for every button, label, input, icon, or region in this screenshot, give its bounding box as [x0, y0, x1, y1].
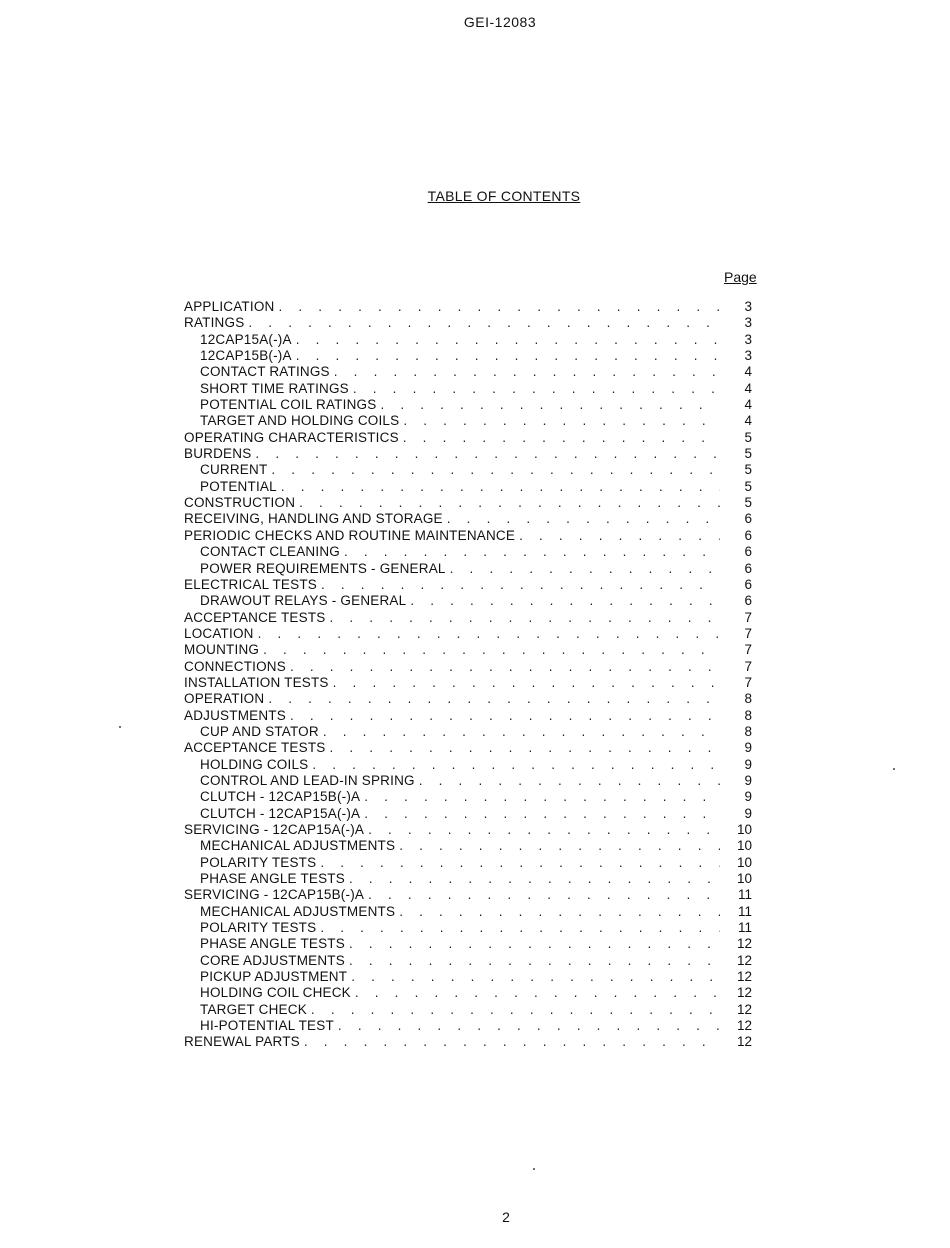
toc-entry-page: 7 [744, 609, 752, 625]
dot-leader [443, 511, 720, 527]
dot-leader [345, 936, 720, 952]
toc-entry-page: 7 [744, 674, 752, 690]
dot-leader [254, 626, 720, 642]
toc-entry-page: 11 [737, 887, 752, 903]
toc-entry-page: 7 [744, 658, 752, 674]
toc-entry [184, 561, 752, 577]
toc-entry-label: CORE ADJUSTMENTS [200, 952, 345, 968]
toc-entry [184, 315, 752, 331]
dot-leader [292, 348, 720, 364]
dot-leader [244, 315, 720, 331]
toc-entry-label: ELECTRICAL TESTS [184, 576, 317, 592]
toc-entry-page: 10 [736, 822, 752, 837]
scan-speck [119, 726, 121, 728]
toc-entry [184, 348, 752, 364]
dot-leader [295, 495, 720, 511]
toc-entry-page: 12 [736, 1001, 752, 1017]
toc-entry-label: LOCATION [184, 625, 254, 641]
toc-entry-label: CLUTCH - 12CAP15A(-)A [200, 805, 361, 821]
toc-entry [184, 855, 752, 871]
toc-entry [184, 659, 752, 675]
dot-leader [345, 871, 720, 887]
toc-entry [184, 904, 752, 920]
toc-entry [184, 593, 752, 609]
toc-entry-label: RECEIVING, HANDLING AND STORAGE [184, 511, 443, 527]
toc-entry-label: MECHANICAL ADJUSTMENTS [200, 903, 396, 919]
toc-entry-label: SERVICING - 12CAP15A(-)A [184, 822, 365, 837]
dot-leader [399, 413, 720, 429]
toc-entry [184, 675, 752, 691]
dot-leader [351, 985, 720, 1001]
toc-entry-page: 12 [736, 969, 752, 985]
toc-entry [184, 806, 752, 822]
toc-entry-page: 11 [737, 903, 752, 919]
dot-leader [347, 969, 720, 985]
toc-entry-label: ACCEPTANCE TESTS [184, 609, 326, 625]
dot-leader [308, 757, 720, 773]
dot-leader [330, 364, 720, 380]
toc-entry [184, 887, 752, 903]
toc-entry-page: 4 [744, 364, 752, 380]
toc-entry [184, 642, 752, 658]
toc-entry-label: CONTACT RATINGS [200, 364, 330, 380]
dot-leader [515, 528, 720, 544]
toc-entry-label: DRAWOUT RELAYS - GENERAL [200, 593, 407, 609]
toc-entry [184, 511, 752, 527]
toc-entry [184, 479, 752, 495]
toc-entry-page: 8 [744, 691, 752, 707]
toc-entry-label: POLARITY TESTS [200, 854, 317, 870]
toc-entry-label: PERIODIC CHECKS AND ROUTINE MAINTENANCE [184, 527, 516, 543]
toc-entry [184, 740, 752, 756]
dot-leader [395, 904, 720, 920]
toc-entry-label: OPERATION [184, 691, 265, 707]
toc-entry [184, 495, 752, 511]
toc-entry [184, 430, 752, 446]
toc-entry-label: CUP AND STATOR [200, 723, 319, 739]
toc-entry-page: 6 [744, 527, 752, 543]
dot-leader [274, 299, 720, 315]
toc-entry [184, 577, 752, 593]
toc-entry-label: CONTROL AND LEAD-IN SPRING [200, 772, 415, 788]
toc-entry [184, 332, 752, 348]
dot-leader [360, 789, 720, 805]
table-of-contents [184, 299, 752, 1051]
toc-entry-label: CLUTCH - 12CAP15B(-)A [200, 789, 361, 805]
toc-entry-label: ADJUSTMENTS [184, 707, 286, 723]
toc-entry-label: PHASE ANGLE TESTS [200, 936, 345, 952]
toc-entry-label: CONSTRUCTION [184, 495, 296, 511]
dot-leader [325, 740, 720, 756]
toc-entry [184, 364, 752, 380]
toc-entry-page: 11 [737, 920, 752, 936]
dot-leader [329, 675, 720, 691]
toc-entry-page: 9 [744, 756, 752, 772]
toc-entry-page: 10 [736, 854, 752, 870]
toc-entry [184, 936, 752, 952]
dot-leader [286, 659, 720, 675]
toc-entry-label: BURDENS [184, 446, 252, 462]
toc-entry-page: 12 [736, 936, 752, 952]
toc-entry-label: MECHANICAL ADJUSTMENTS [200, 838, 396, 854]
toc-entry-label: HI-POTENTIAL TEST [200, 1018, 334, 1034]
page-number: 2 [502, 1209, 510, 1225]
dot-leader [319, 724, 720, 740]
dot-leader [307, 1002, 720, 1018]
dot-leader [415, 773, 720, 789]
toc-entry-label: HOLDING COIL CHECK [200, 985, 351, 1001]
toc-entry [184, 708, 752, 724]
toc-entry [184, 1002, 752, 1018]
toc-entry [184, 871, 752, 887]
toc-entry-page: 3 [744, 331, 752, 347]
toc-entry-page: 3 [744, 315, 752, 331]
dot-leader [259, 642, 720, 658]
toc-entry-label: 12CAP15A(-)A [200, 331, 292, 347]
toc-entry [184, 544, 752, 560]
toc-entry-label: 12CAP15B(-)A [200, 348, 292, 364]
dot-leader [325, 610, 720, 626]
toc-entry-page: 3 [744, 348, 752, 364]
toc-entry [184, 626, 752, 642]
scan-speck [533, 1168, 535, 1170]
dot-leader [395, 838, 720, 854]
dot-leader [340, 544, 720, 560]
toc-entry-label: RENEWAL PARTS [184, 1034, 300, 1050]
toc-entry [184, 691, 752, 707]
toc-entry-page: 9 [744, 805, 752, 821]
toc-entry-label: SHORT TIME RATINGS [200, 380, 349, 396]
toc-entry [184, 920, 752, 936]
toc-entry-page: 5 [744, 462, 752, 478]
dot-leader [292, 332, 720, 348]
toc-entry-page: 5 [744, 495, 752, 511]
dot-leader [446, 561, 720, 577]
toc-entry [184, 299, 752, 315]
dot-leader [300, 1034, 720, 1050]
dot-leader [364, 822, 720, 838]
toc-entry [184, 773, 752, 789]
dot-leader [364, 887, 720, 903]
toc-entry-label: TARGET AND HOLDING COILS [200, 413, 400, 429]
toc-entry-label: CONNECTIONS [184, 658, 286, 674]
toc-entry [184, 610, 752, 626]
document-number: GEI-12083 [463, 14, 537, 30]
toc-entry-page: 12 [736, 952, 752, 968]
toc-entry [184, 838, 752, 854]
toc-entry [184, 413, 752, 429]
scan-speck [893, 768, 895, 770]
toc-entry-page: 6 [744, 560, 752, 576]
toc-entry-page: 6 [744, 544, 752, 560]
toc-entry [184, 528, 752, 544]
toc-entry [184, 789, 752, 805]
page-title: TABLE OF CONTENTS [427, 188, 581, 204]
toc-entry-label: HOLDING COILS [200, 756, 309, 772]
toc-entry [184, 822, 752, 838]
toc-entry-label: ACCEPTANCE TESTS [184, 740, 326, 756]
toc-entry-page: 4 [744, 380, 752, 396]
toc-entry [184, 985, 752, 1001]
toc-entry-page: 10 [736, 838, 752, 854]
toc-entry-label: POTENTIAL COIL RATINGS [200, 397, 377, 413]
dot-leader [399, 430, 720, 446]
toc-entry [184, 1018, 752, 1034]
toc-entry-label: POWER REQUIREMENTS - GENERAL [200, 560, 446, 576]
dot-leader [277, 479, 720, 495]
dot-leader [345, 953, 720, 969]
toc-entry-page: 5 [744, 446, 752, 462]
toc-entry [184, 1034, 752, 1050]
toc-entry [184, 462, 752, 478]
toc-entry-page: 5 [744, 478, 752, 494]
toc-entry-page: 4 [744, 413, 752, 429]
dot-leader [406, 593, 720, 609]
toc-entry-page: 10 [736, 871, 752, 887]
dot-leader [349, 381, 720, 397]
toc-entry-page: 6 [744, 576, 752, 592]
toc-entry-label: PICKUP ADJUSTMENT [200, 969, 348, 985]
toc-entry [184, 953, 752, 969]
toc-entry [184, 381, 752, 397]
toc-entry [184, 969, 752, 985]
page-column-header: Page [724, 269, 757, 285]
toc-entry-label: PHASE ANGLE TESTS [200, 871, 345, 887]
dot-leader [376, 397, 720, 413]
toc-entry-page: 6 [744, 511, 752, 527]
dot-leader [267, 462, 720, 478]
dot-leader [316, 920, 720, 936]
toc-entry-page: 12 [736, 1018, 752, 1034]
toc-entry-label: POTENTIAL [200, 478, 277, 494]
toc-entry-page: 9 [744, 740, 752, 756]
toc-entry-label: INSTALLATION TESTS [184, 674, 329, 690]
toc-entry-page: 12 [736, 985, 752, 1001]
toc-entry-page: 7 [744, 625, 752, 641]
toc-entry-label: POLARITY TESTS [200, 920, 317, 936]
dot-leader [316, 855, 720, 871]
toc-entry [184, 446, 752, 462]
toc-entry-page: 6 [744, 593, 752, 609]
toc-entry-label: RATINGS [184, 315, 245, 331]
toc-entry [184, 757, 752, 773]
dot-leader [360, 806, 720, 822]
toc-entry-label: CONTACT CLEANING [200, 544, 340, 560]
dot-leader [264, 691, 720, 707]
toc-entry-label: CURRENT [200, 462, 268, 478]
toc-entry [184, 724, 752, 740]
toc-entry-page: 9 [744, 789, 752, 805]
toc-entry [184, 397, 752, 413]
toc-entry-label: OPERATING CHARACTERISTICS [184, 429, 399, 445]
toc-entry-label: MOUNTING [184, 642, 260, 658]
toc-entry-page: 12 [736, 1034, 752, 1050]
toc-entry-page: 7 [744, 642, 752, 658]
toc-entry-label: TARGET CHECK [200, 1001, 307, 1017]
toc-entry-page: 8 [744, 707, 752, 723]
toc-entry-page: 8 [744, 723, 752, 739]
toc-entry-page: 9 [744, 772, 752, 788]
toc-entry-page: 5 [744, 429, 752, 445]
dot-leader [334, 1018, 720, 1034]
dot-leader [317, 577, 720, 593]
toc-entry-label: APPLICATION [184, 299, 275, 314]
dot-leader [251, 446, 720, 462]
toc-entry-label: SERVICING - 12CAP15B(-)A [184, 887, 365, 903]
toc-entry-page: 4 [744, 397, 752, 413]
dot-leader [286, 708, 720, 724]
toc-entry-page: 3 [744, 299, 752, 314]
